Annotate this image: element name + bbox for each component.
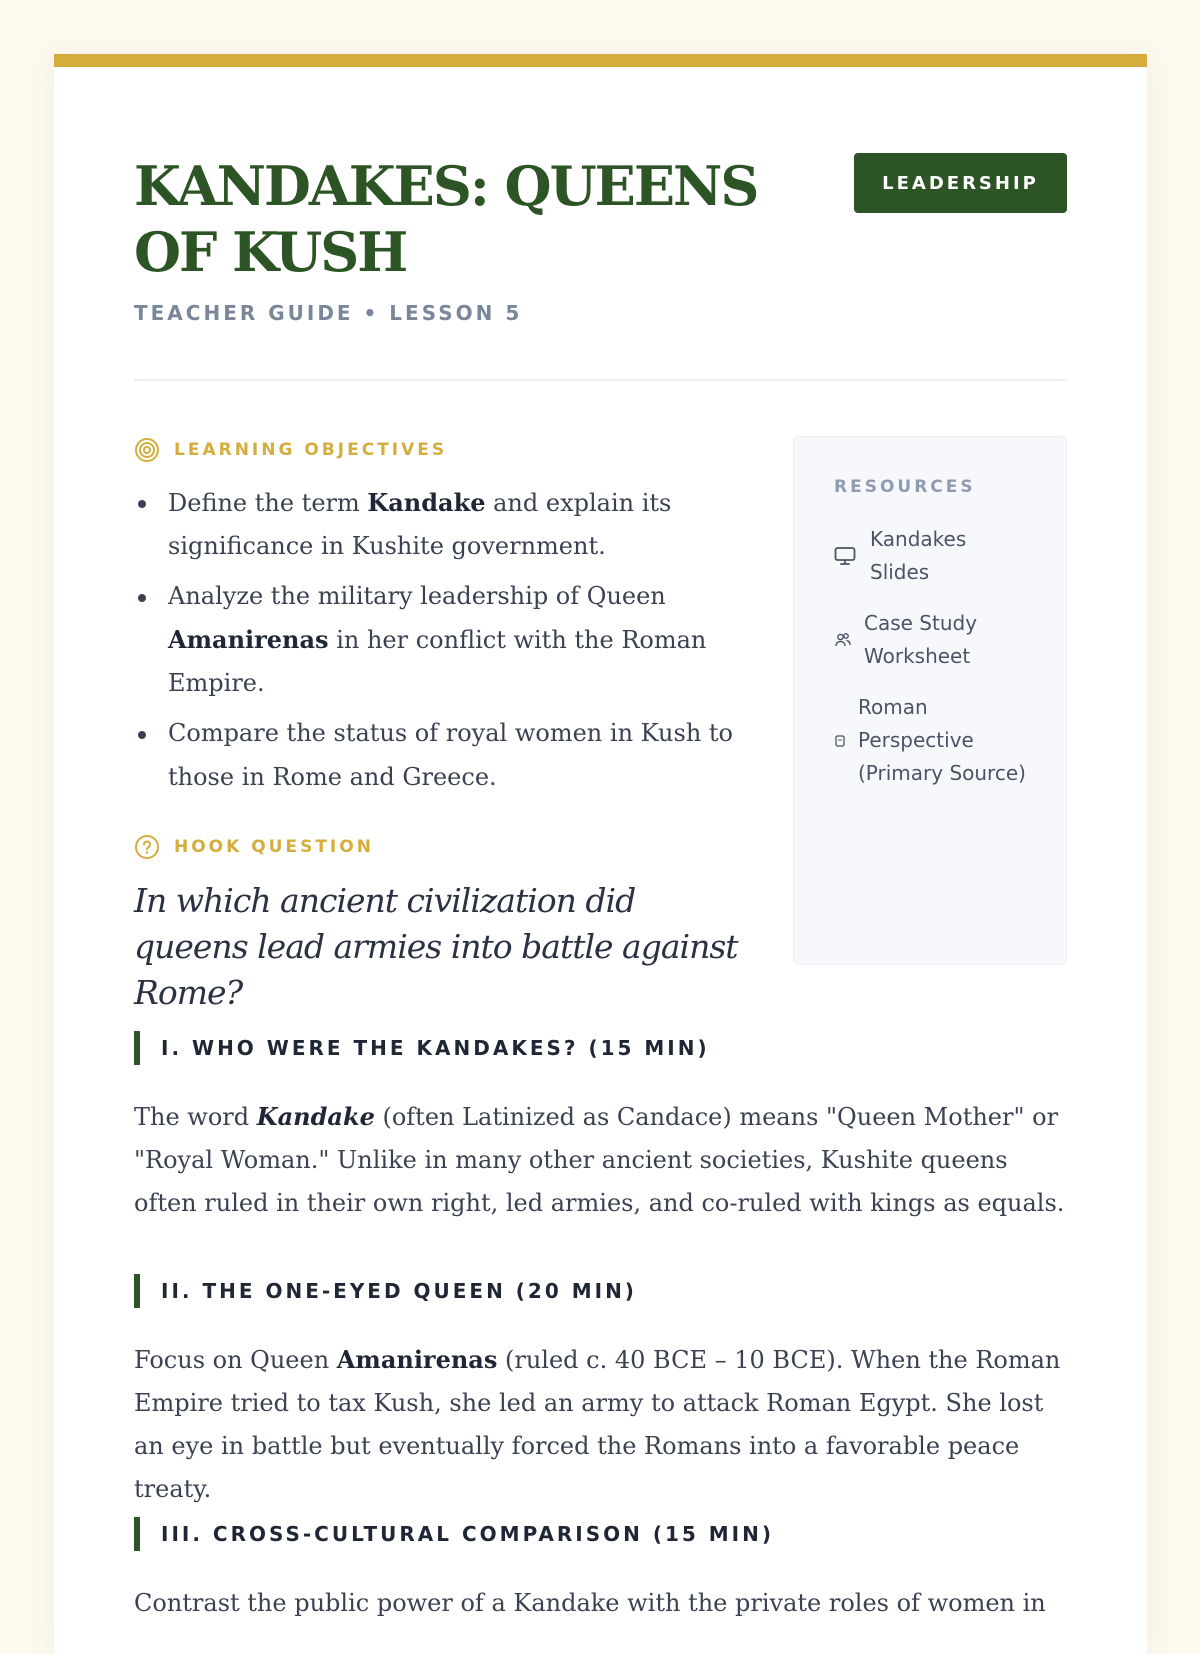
section-heading: II. THE ONE-EYED QUEEN (20 MIN) (134, 1274, 1067, 1308)
resources-heading: RESOURCES (834, 477, 976, 497)
section-body (134, 1095, 1067, 1225)
list-item (134, 712, 734, 799)
list-item (134, 481, 734, 568)
hook-question (134, 834, 754, 1016)
page-subtitle: TEACHER GUIDE • LESSON 5 (134, 301, 523, 325)
section-text: Focus on Queen (134, 1346, 337, 1374)
section-text: (ruled c. 40 BCE – 10 BCE). When the Roman Empire tried to tax Kush, she led an army to attack Roman Egypt. She lost an eye in battle but eventually forced the Romans into a favorable peace treaty. (134, 1346, 1061, 1503)
section-text: The word (134, 1103, 257, 1131)
objective-text: in her conflict with the Roman Empire. (168, 626, 707, 697)
resources-panel (793, 436, 1067, 965)
section-term: Amanirenas (336, 1345, 498, 1374)
resource-worksheet[interactable] (834, 607, 1026, 673)
lesson-card (54, 54, 1147, 1654)
resource-slides[interactable] (834, 523, 1026, 589)
resource-label: Kandakes Slides (870, 527, 967, 584)
objective-text: and explain its significance in Kushite government. (168, 489, 672, 560)
target-icon (134, 437, 160, 463)
objective-text: Compare the status of royal women in Kush to those in Rome and Greece. (168, 719, 734, 791)
objective-text: Define the term (168, 489, 368, 517)
lesson-section-1 (134, 1031, 1067, 1225)
document-icon (834, 734, 848, 748)
objective-term: Kandake (367, 488, 486, 517)
users-icon (834, 631, 854, 649)
lesson-section-2 (134, 1274, 1067, 1511)
objectives-heading (134, 437, 734, 463)
section-text: (often Latinized as Candace) means "Queen Mother" or "Royal Woman." Unlike in many other ancient societies, Kushite queens often ruled in their own right, led armies, and co-ruled with kings as equals. (134, 1103, 1065, 1217)
resource-label: Roman Perspective (Primary Source) (858, 695, 1026, 785)
page-title: KANDAKES: QUEENS OF KUSH (134, 154, 758, 284)
resource-label: Case Study Worksheet (864, 611, 978, 668)
question-circle-icon (134, 834, 160, 860)
hook-heading (134, 834, 754, 860)
hook-question-text: In which ancient civilization did queens lead armies into battle against Rome? (134, 881, 738, 1012)
objective-text: Analyze the military leadership of Queen (168, 582, 666, 610)
section-heading: III. CROSS-CULTURAL COMPARISON (15 MIN) (134, 1517, 1067, 1551)
lesson-header (134, 153, 1067, 325)
category-badge: LEADERSHIP (854, 153, 1067, 213)
section-body (134, 1581, 1067, 1625)
section-text: Contrast the public power of a Kandake with the private roles of women in (134, 1589, 1046, 1617)
objectives-label: LEARNING OBJECTIVES (174, 440, 448, 460)
header-divider (134, 379, 1067, 381)
learning-objectives (134, 437, 734, 806)
lesson-section-3 (134, 1517, 1067, 1625)
list-item (134, 575, 734, 705)
monitor-icon (834, 546, 860, 566)
objective-term: Amanirenas (168, 625, 329, 654)
objectives-list (134, 481, 734, 799)
resource-primary-source[interactable] (834, 691, 1026, 790)
section-body (134, 1338, 1067, 1511)
section-term: Kandake (256, 1102, 375, 1131)
section-heading: I. WHO WERE THE KANDAKES? (15 MIN) (134, 1031, 1067, 1065)
hook-label: HOOK QUESTION (174, 837, 374, 857)
